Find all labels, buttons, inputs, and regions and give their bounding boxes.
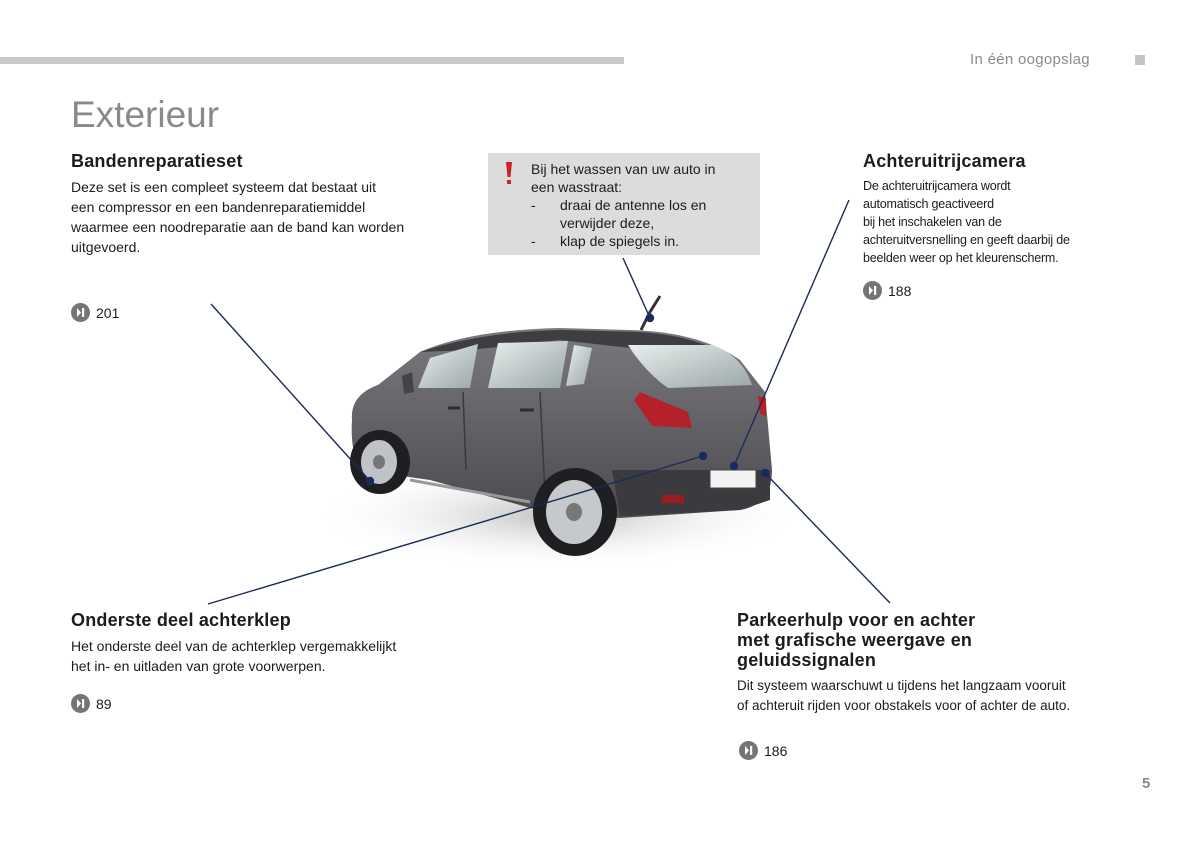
antenna (641, 296, 660, 330)
text-line: bij het inschakelen van de (863, 215, 1002, 229)
bullet-dash: - (531, 233, 536, 249)
leader-dot-tyre-kit (367, 478, 374, 485)
section-title: In één oogopslag (970, 51, 1090, 68)
leader-dot-antenna (647, 315, 654, 322)
text-line: waarmee een noodreparatie aan de band kan worden (71, 219, 405, 235)
side-mirror (402, 372, 414, 394)
rear-wheel (533, 468, 617, 556)
leader-tyre-kit (211, 304, 370, 481)
callout-camera (863, 151, 1163, 267)
heading-line: geluidssignalen (737, 650, 877, 670)
leader-dot-camera (731, 463, 738, 470)
page-number: 5 (1142, 775, 1151, 792)
license-plate (710, 470, 756, 488)
tailgate-text (71, 636, 491, 676)
parking-page-ref[interactable] (739, 741, 787, 760)
warning-text (531, 160, 751, 250)
tailgate-page-ref[interactable] (71, 694, 112, 713)
camera-text (863, 177, 1163, 267)
text-line: Het onderste deel van de achterklep vergemakkelijkt (71, 638, 397, 654)
parking-heading (737, 610, 1137, 670)
page-reference-icon (739, 741, 758, 760)
warning-item-line: verwijder deze, (560, 215, 655, 231)
text-line: uitgevoerd. (71, 239, 141, 255)
text-line: Deze set is een compleet systeem dat bestaat uit (71, 179, 377, 195)
warning-intro-line: Bij het wassen van uw auto in (531, 161, 716, 177)
text-line: beelden weer op het kleurenscherm. (863, 251, 1059, 265)
text-line: De achteruitrijcamera wordt (863, 179, 1011, 193)
warning-item (531, 232, 751, 250)
callout-parking (737, 610, 1137, 716)
leader-dot-tailgate (700, 453, 707, 460)
leader-dot-parking (762, 470, 769, 477)
warning-intro-line: een wasstraat: (531, 179, 623, 195)
tyre-kit-heading: Bandenreparatieset (71, 151, 243, 171)
warning-item-line: draai de antenne los en (560, 197, 707, 213)
reflector (662, 495, 684, 503)
text-line: een compressor en een bandenreparatiemiddel (71, 199, 366, 215)
page-reference-number: 186 (764, 742, 788, 759)
callout-tailgate (71, 610, 491, 676)
heading-line: Parkeerhulp voor en achter (737, 610, 976, 630)
warning-item (531, 196, 751, 232)
page-reference-number: 188 (888, 282, 912, 299)
warning-box (488, 153, 760, 255)
heading-line: met grafische weergave en (737, 630, 973, 650)
parking-text (737, 676, 1137, 716)
warning-item-line: klap de spiegels in. (560, 233, 680, 249)
callout-tyre-kit (71, 151, 471, 257)
leader-antenna (623, 258, 650, 318)
tyre-kit-page-ref[interactable] (71, 303, 119, 322)
page-reference-number: 89 (96, 695, 112, 712)
camera-page-ref[interactable] (863, 281, 911, 300)
text-line: achteruitversnelling en geeft daarbij de (863, 233, 1070, 247)
page-reference-icon (71, 694, 90, 713)
front-wheel (350, 430, 410, 494)
tyre-kit-text (71, 177, 471, 257)
tailgate-heading: Onderste deel achterklep (71, 610, 291, 630)
page-reference-icon (71, 303, 90, 322)
exclamation-icon (504, 161, 514, 187)
camera-heading: Achteruitrijcamera (863, 151, 1026, 171)
text-line: of achteruit rijden voor obstakels voor of achter de auto. (737, 698, 1071, 713)
bullet-dash: - (531, 197, 536, 213)
text-line: automatisch geactiveerd (863, 197, 994, 211)
page-reference-number: 201 (96, 304, 120, 321)
page-reference-icon (863, 281, 882, 300)
text-line: het in- en uitladen van grote voorwerpen. (71, 658, 326, 674)
page-title: Exterieur (71, 94, 220, 135)
text-line: Dit systeem waarschuwt u tijdens het langzaam vooruit (737, 678, 1066, 693)
rear-side-window (488, 341, 568, 388)
